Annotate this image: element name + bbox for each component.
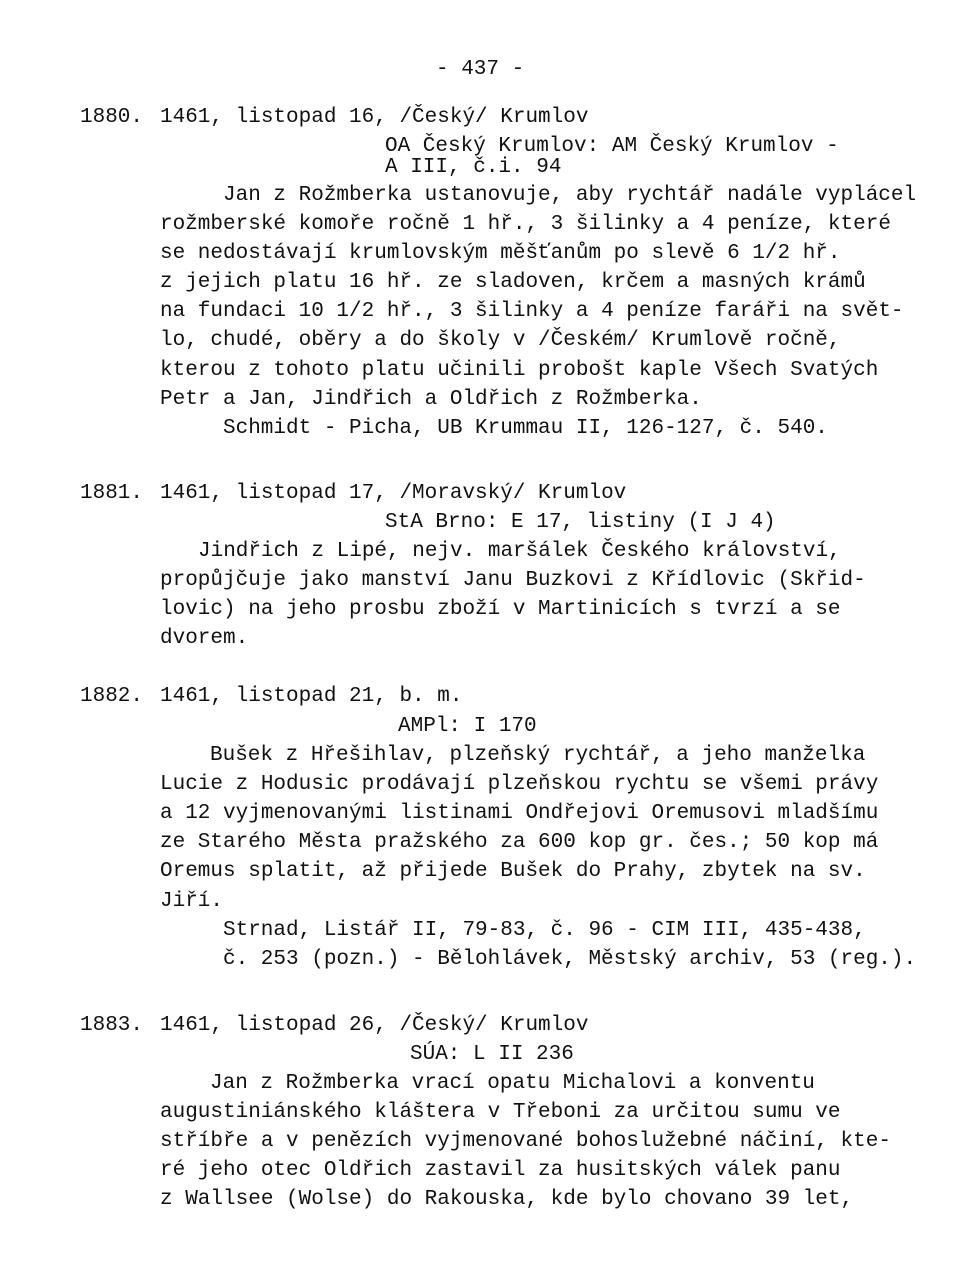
text-line: na fundaci 10 1/2 hř., 3 šilinky a 4 peníze faráři na svět- — [160, 300, 904, 323]
text-line: z jejich platu 16 hř. ze sladoven, krčem a masných krámů — [160, 271, 866, 294]
text-line: Petr a Jan, Jindřich a Oldřich z Rožmberka. — [160, 388, 702, 411]
literature-line: č. 253 (pozn.) - Bělohlávek, Městský archiv, 53 (reg.). — [223, 948, 917, 971]
text-line: propůjčuje jako manství Janu Buzkovi z Křídlovic (Skřid- — [160, 569, 866, 592]
entry-number: 1882. — [80, 685, 144, 708]
text-line: Jindřich z Lipé, nejv. maršálek Českého království, — [198, 540, 841, 563]
text-line: Jiří. — [160, 890, 224, 913]
archive-line: SÚA: L II 236 — [410, 1043, 574, 1066]
text-line: a 12 vyjmenovanými listinami Ondřejovi Oremusovi mladšímu — [160, 802, 879, 825]
text-line: Jan z Rožmberka vrací opatu Michalovi a konventu — [210, 1072, 815, 1095]
text-line: kterou z tohoto platu učinili probošt kaple Všech Svatých — [160, 359, 879, 382]
text-line: z Wallsee (Wolse) do Rakouska, kde bylo chovano 39 let, — [160, 1188, 854, 1211]
archive-line: OA Český Krumlov: AM Český Krumlov - — [385, 135, 839, 158]
entry-heading: 1461, listopad 16, /Český/ Krumlov — [160, 106, 589, 129]
entry-heading: 1461, listopad 21, b. m. — [160, 685, 463, 708]
entry-number: 1883. — [80, 1014, 144, 1037]
text-line: lovic) na jeho prosbu zboží v Martinicích s tvrzí a se — [160, 598, 841, 621]
text-line: rožmberské komoře ročně 1 hř., 3 šilinky a 4 peníze, které — [160, 213, 891, 236]
text-line: ré jeho otec Oldřich zastavil za husitských válek panu — [160, 1159, 841, 1182]
archive-line: AMPl: I 170 — [398, 715, 537, 738]
text-line: Lucie z Hodusic prodávají plzeňskou rychtu se všemi právy — [160, 773, 879, 796]
archive-line: A III, č.i. 94 — [385, 156, 562, 179]
text-line: Bušek z Hřešihlav, plzeňský rychtář, a jeho manželka — [210, 744, 866, 767]
literature-line: Schmidt - Picha, UB Krummau II, 126-127, č. 540. — [223, 417, 828, 440]
text-line: dvorem. — [160, 627, 249, 650]
text-line: lo, chudé, oběry a do školy v /Českém/ Krumlově ročně, — [160, 329, 841, 352]
text-line: Oremus splatit, až přijede Bušek do Prahy, zbytek na sv. — [160, 860, 866, 883]
archive-line: StA Brno: E 17, listiny (I J 4) — [385, 511, 776, 534]
literature-line: Strnad, Listář II, 79-83, č. 96 - CIM III, 435-438, — [223, 919, 866, 942]
page-number: - 437 - — [436, 58, 525, 81]
entry-heading: 1461, listopad 17, /Moravský/ Krumlov — [160, 482, 627, 505]
text-line: stříbře a v penězích vyjmenované bohoslužebné náčiní, kte- — [160, 1130, 891, 1153]
entry-heading: 1461, listopad 26, /Český/ Krumlov — [160, 1014, 589, 1037]
text-line: Jan z Rožmberka ustanovuje, aby rychtář nadále vyplácel — [223, 184, 917, 207]
text-line: ze Starého Města pražského za 600 kop gr. čes.; 50 kop má — [160, 831, 879, 854]
text-line: augustiniánského kláštera v Třeboni za určitou sumu ve — [160, 1101, 841, 1124]
entry-number: 1880. — [80, 106, 144, 129]
text-line: se nedostávají krumlovským měšťanům po slevě 6 1/2 hř. — [160, 242, 841, 265]
entry-number: 1881. — [80, 482, 144, 505]
